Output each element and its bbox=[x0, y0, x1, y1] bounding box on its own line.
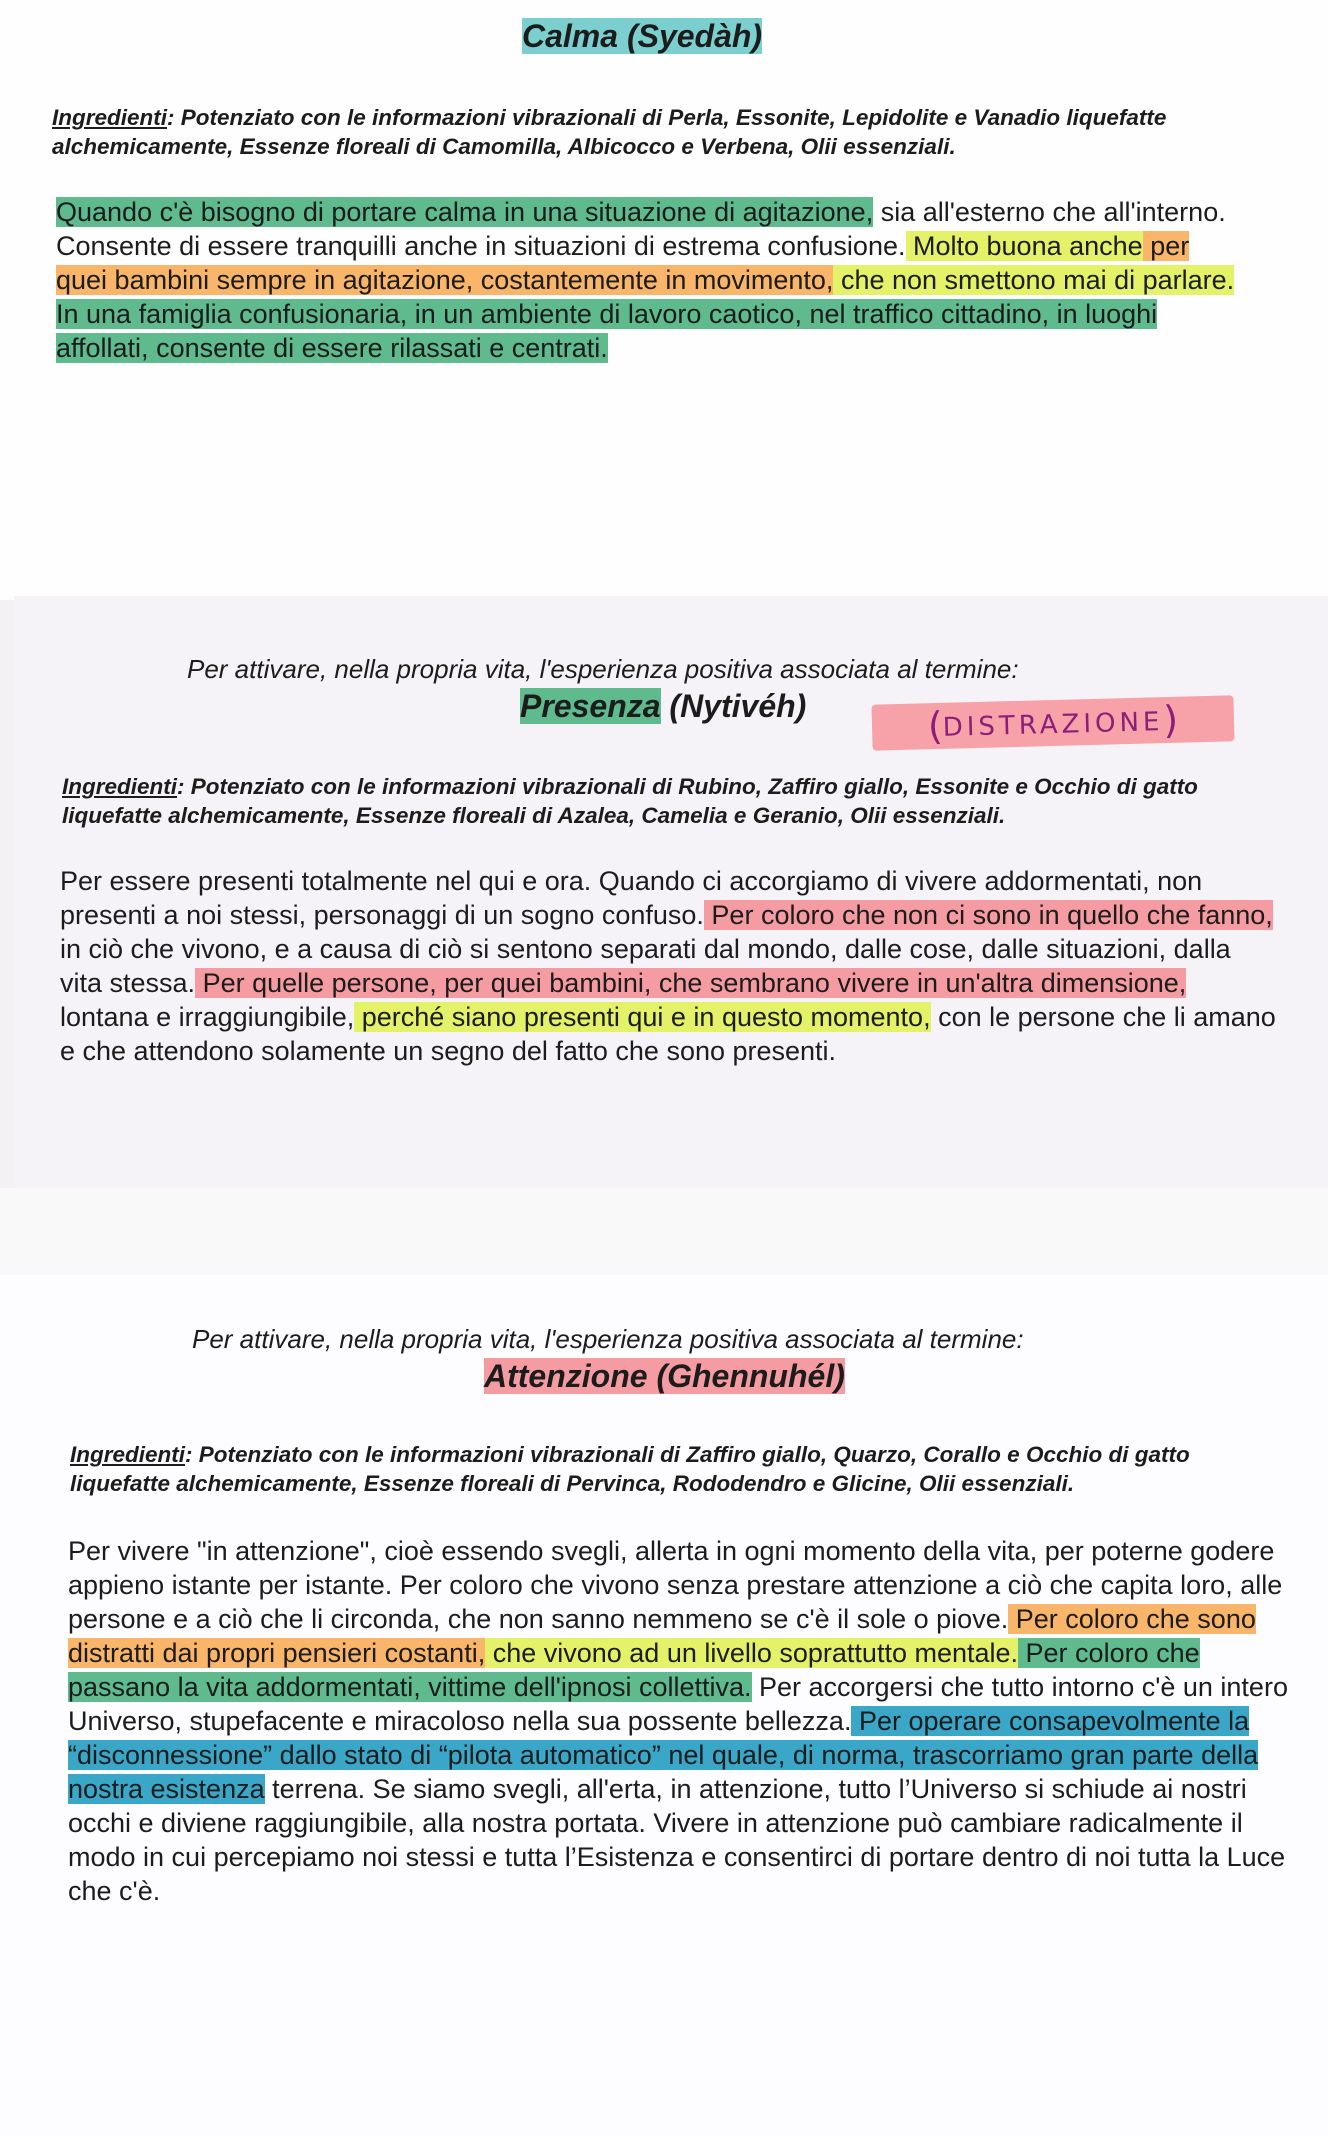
body-calma: Quando c'è bisogno di portare calma in una situazione di agitazione, sia all'esterno che all'interno. Consente di essere tranquilli anche in situazioni di estrema confusione. Molto buona anche per quei bambini sempre in agitazione, costantemente in movimento, che non smettono mai di parlare. In una famiglia confusionaria, in un ambiente di lavoro caotico, nel traffico cittadino, in luoghi affollati, consente di essere rilassati e centrati. bbox=[56, 197, 1235, 363]
ingredients-presenza bbox=[62, 772, 1292, 830]
body-attenzione: Per vivere "in attenzione", cioè essendo svegli, allerta in ogni momento della vita, per poterne godere appieno istante per istante. Per coloro che vivono senza prestare attenzione a ciò che capita loro, alle persone e a ciò che li circonda, che non sanno nemmeno se c'è il sole o piove. Per coloro che sono distratti dai propri pensieri costanti, che vivono ad un livello soprattutto mentale. Per coloro che passano la vita addormentati, vittime dell'ipnosi collettiva. Per accorgersi che tutto intorno c'è un intero Universo, stupefacente e miracoloso nella sua possente bellezza. Per operare consapevolmente la “disconnessione” dallo stato di “pilota automatico” nel quale, di norma, trascorriamo gran parte della nostra esistenza terrena. Se siamo svegli, all'erta, in attenzione, tutto l’Universo si schiude ai nostri occhi e diviene raggiungibile, alla nostra portata. Vivere in attenzione può cambiare radicalmente il modo in cui percepiamo noi stessi e tutta l’Esistenza e consentirci di portare dentro di noi tutta la Luce che c'è. bbox=[68, 1536, 1288, 1906]
section-title-calma: Calma (Syedàh) bbox=[522, 18, 763, 54]
ingredients-calma bbox=[52, 103, 1232, 161]
ingredients-text: : Potenziato con le informazioni vibrazionali di Zaffiro giallo, Quarzo, Corallo e Occhio di gatto liquefatte alchemicamente, Essenze floreali di Pervinca, Rododendro e Glicine, Olii essenziali. bbox=[70, 1442, 1190, 1496]
ingredients-label: Ingredienti bbox=[52, 105, 168, 130]
handwritten-note: (DISTRAZIONE) bbox=[871, 695, 1234, 750]
section-title-attenzione: Attenzione (Ghennuhél) bbox=[484, 1358, 845, 1394]
section-intro-attenzione: Per attivare, nella propria vita, l'esperienza positiva associata al termine: bbox=[192, 1324, 1024, 1354]
ingredients-attenzione bbox=[70, 1440, 1290, 1498]
page-gap bbox=[0, 1188, 1328, 1275]
body-presenza: Per essere presenti totalmente nel qui e ora. Quando ci accorgiamo di vivere addormentati, non presenti a noi stessi, personaggi di un sogno confuso. Per coloro che non ci sono in quello che fanno, in ciò che vivono, e a causa di ciò si sentono separati dal mondo, dalle cose, dalle situazioni, dalla vita stessa. Per quelle persone, per quei bambini, che sembrano vivere in un'altra dimensione, lontana e irraggiungibile, perché siano presenti qui e in questo momento, con le persone che li amano e che attendono solamente un segno del fatto che sono presenti. bbox=[60, 866, 1276, 1066]
ingredients-text: : Potenziato con le informazioni vibrazionali di Perla, Essonite, Lepidolite e Vanadio liquefatte alchemicamente, Essenze floreali di Camomilla, Albicocco e Verbena, Olii essenziali. bbox=[52, 105, 1167, 159]
section-intro-presenza: Per attivare, nella propria vita, l'esperienza positiva associata al termine: bbox=[187, 654, 1019, 684]
ingredients-label: Ingredienti bbox=[62, 774, 178, 799]
ingredients-label: Ingredienti bbox=[70, 1442, 186, 1467]
section-title-presenza: Presenza (Nytivéh) bbox=[520, 688, 807, 724]
ingredients-text: : Potenziato con le informazioni vibrazionali di Rubino, Zaffiro giallo, Essonite e Occhio di gatto liquefatte alchemicamente, Essenze floreali di Azalea, Camelia e Geranio, Olii essenziali. bbox=[62, 774, 1198, 828]
